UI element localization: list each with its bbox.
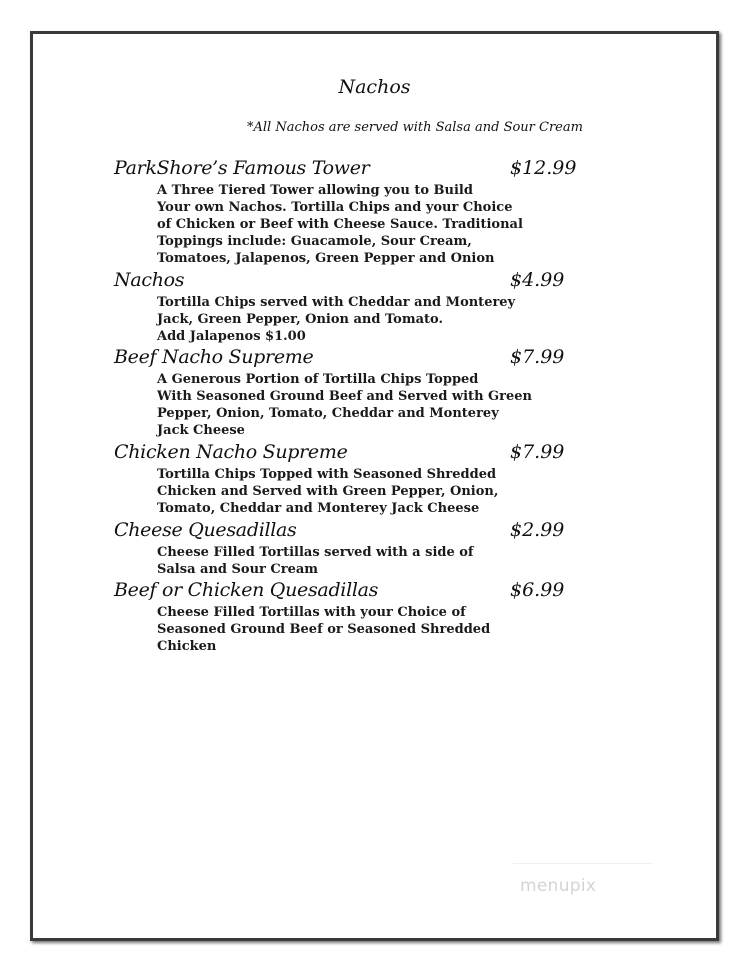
description-line: Tortilla Chips served with Cheddar and Monterey bbox=[157, 295, 516, 310]
menu-item-price: $12.99 bbox=[510, 157, 577, 179]
menu-item-price: $6.99 bbox=[510, 579, 565, 601]
menu-item bbox=[114, 519, 574, 578]
menu-item bbox=[114, 579, 574, 655]
description-line: Tomato, Cheddar and Monterey Jack Cheese bbox=[157, 501, 480, 516]
description-line: Toppings include: Guacamole, Sour Cream, bbox=[157, 234, 472, 249]
menu-item-description bbox=[157, 604, 557, 655]
description-line: Seasoned Ground Beef or Seasoned Shredded bbox=[157, 622, 491, 637]
description-line: Cheese Filled Tortillas served with a side of bbox=[157, 545, 474, 560]
menu-item bbox=[114, 269, 574, 345]
menu-item-description bbox=[157, 544, 557, 578]
menu-item-description bbox=[157, 371, 557, 439]
menu-item-name: ParkShore’s Famous Tower bbox=[114, 157, 370, 179]
description-line: Add Jalapenos $1.00 bbox=[157, 329, 306, 344]
menu-item-name: Beef Nacho Supreme bbox=[114, 346, 314, 368]
menu-page-frame bbox=[30, 31, 719, 941]
description-line: of Chicken or Beef with Cheese Sauce. Traditional bbox=[157, 217, 523, 232]
description-line: Chicken bbox=[157, 639, 217, 654]
menu-item bbox=[114, 441, 574, 517]
description-line: Your own Nachos. Tortilla Chips and your Choice bbox=[157, 200, 513, 215]
description-line: Tortilla Chips Topped with Seasoned Shredded bbox=[157, 467, 497, 482]
description-line: Jack, Green Pepper, Onion and Tomato. bbox=[157, 312, 443, 327]
description-line: Cheese Filled Tortillas with your Choice of bbox=[157, 605, 466, 620]
menu-item-name: Cheese Quesadillas bbox=[114, 519, 297, 541]
menu-item-name: Chicken Nacho Supreme bbox=[114, 441, 348, 463]
menu-item bbox=[114, 157, 577, 267]
menu-item-price: $7.99 bbox=[510, 346, 565, 368]
menu-item bbox=[114, 346, 574, 439]
description-line: Pepper, Onion, Tomato, Cheddar and Monterey bbox=[157, 406, 499, 421]
menu-section-title: Nachos bbox=[338, 76, 411, 98]
description-line: Tomatoes, Jalapenos, Green Pepper and Onion bbox=[157, 251, 495, 266]
description-line: Chicken and Served with Green Pepper, Onion, bbox=[157, 484, 499, 499]
watermark-logo: menupix bbox=[520, 876, 597, 896]
description-line: With Seasoned Ground Beef and Served with Green bbox=[157, 389, 532, 404]
description-line: Salsa and Sour Cream bbox=[157, 562, 319, 577]
menu-item-price: $2.99 bbox=[510, 519, 565, 541]
menu-item-price: $7.99 bbox=[510, 441, 565, 463]
watermark-rule bbox=[513, 863, 653, 864]
description-line: A Generous Portion of Tortilla Chips Topped bbox=[157, 372, 479, 387]
menu-item-price: $4.99 bbox=[510, 269, 565, 291]
menu-item-name: Nachos bbox=[114, 269, 185, 291]
menu-item-description bbox=[157, 466, 557, 517]
description-line: A Three Tiered Tower allowing you to Build bbox=[157, 183, 473, 198]
menu-item-description bbox=[157, 182, 557, 267]
menu-item-description bbox=[157, 294, 557, 345]
menu-item-name: Beef or Chicken Quesadillas bbox=[114, 579, 379, 601]
menu-section-note: *All Nachos are served with Salsa and Sour Cream bbox=[247, 120, 583, 135]
description-line: Jack Cheese bbox=[157, 423, 245, 438]
